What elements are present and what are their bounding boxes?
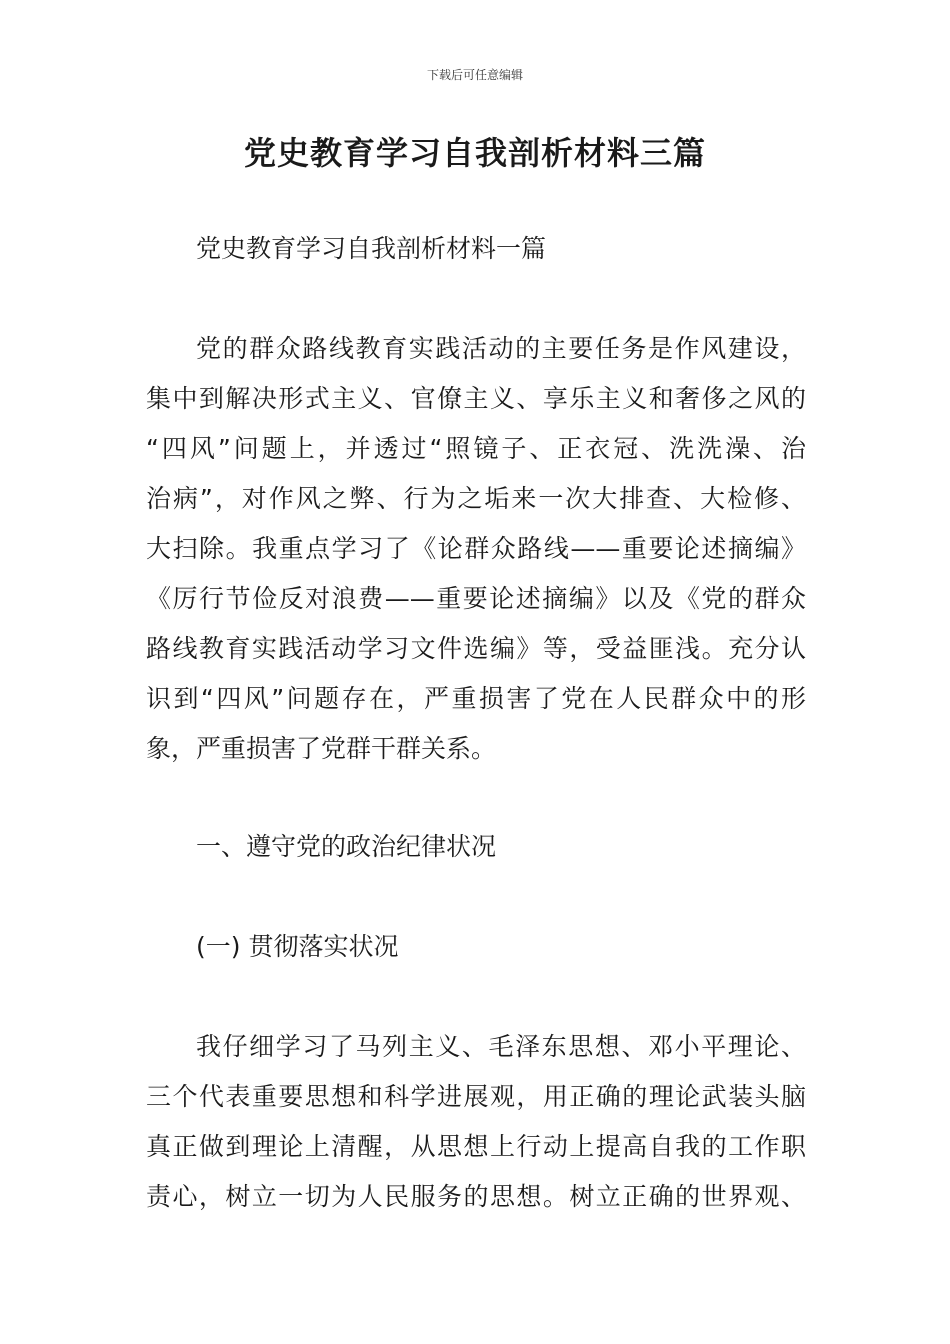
document-title: 党史教育学习自我剖析材料三篇 xyxy=(243,134,706,172)
section-heading: 一、遵守党的政治纪律状况 xyxy=(196,832,497,861)
header-note: 下载后可任意编辑 xyxy=(426,68,523,82)
paragraph-1-line: 党的群众路线教育实践活动的主要任务是作风建设， xyxy=(196,334,806,363)
paragraph-1-line: 象，严重损害了党群干群关系。 xyxy=(146,734,497,763)
document-subtitle: 党史教育学习自我剖析材料一篇 xyxy=(196,234,547,263)
paragraph-1-line: 治病”，对作风之弊、行为之垢来一次大排查、大检修、 xyxy=(146,484,806,513)
paragraph-1-line: 路线教育实践活动学习文件选编》等，受益匪浅。充分认 xyxy=(146,634,806,663)
paragraph-1-line: 大扫除。我重点学习了《论群众路线——重要论述摘编》 xyxy=(146,534,806,563)
paragraph-1-line: “四风”问题上，并透过“照镜子、正衣冠、洗洗澡、治 xyxy=(146,434,806,463)
paragraph-2-line: 我仔细学习了马列主义、毛泽东思想、邓小平理论、 xyxy=(196,1032,806,1061)
paragraph-1-line: 识到“四风”问题存在，严重损害了党在人民群众中的形 xyxy=(146,684,806,713)
paragraph-1-line: 《厉行节俭反对浪费——重要论述摘编》以及《党的群众 xyxy=(146,584,806,613)
paragraph-2-line: 责心，树立一切为人民服务的思想。树立正确的世界观、 xyxy=(146,1182,806,1211)
paragraph-2-line: 真正做到理论上清醒，从思想上行动上提高自我的工作职 xyxy=(146,1132,806,1161)
paragraph-2-line: 三个代表重要思想和科学进展观，用正确的理论武装头脑 xyxy=(146,1082,806,1111)
paragraph-1-line: 集中到解决形式主义、官僚主义、享乐主义和奢侈之风的 xyxy=(146,384,806,413)
subsection-heading: (一) 贯彻落实状况 xyxy=(196,932,399,961)
